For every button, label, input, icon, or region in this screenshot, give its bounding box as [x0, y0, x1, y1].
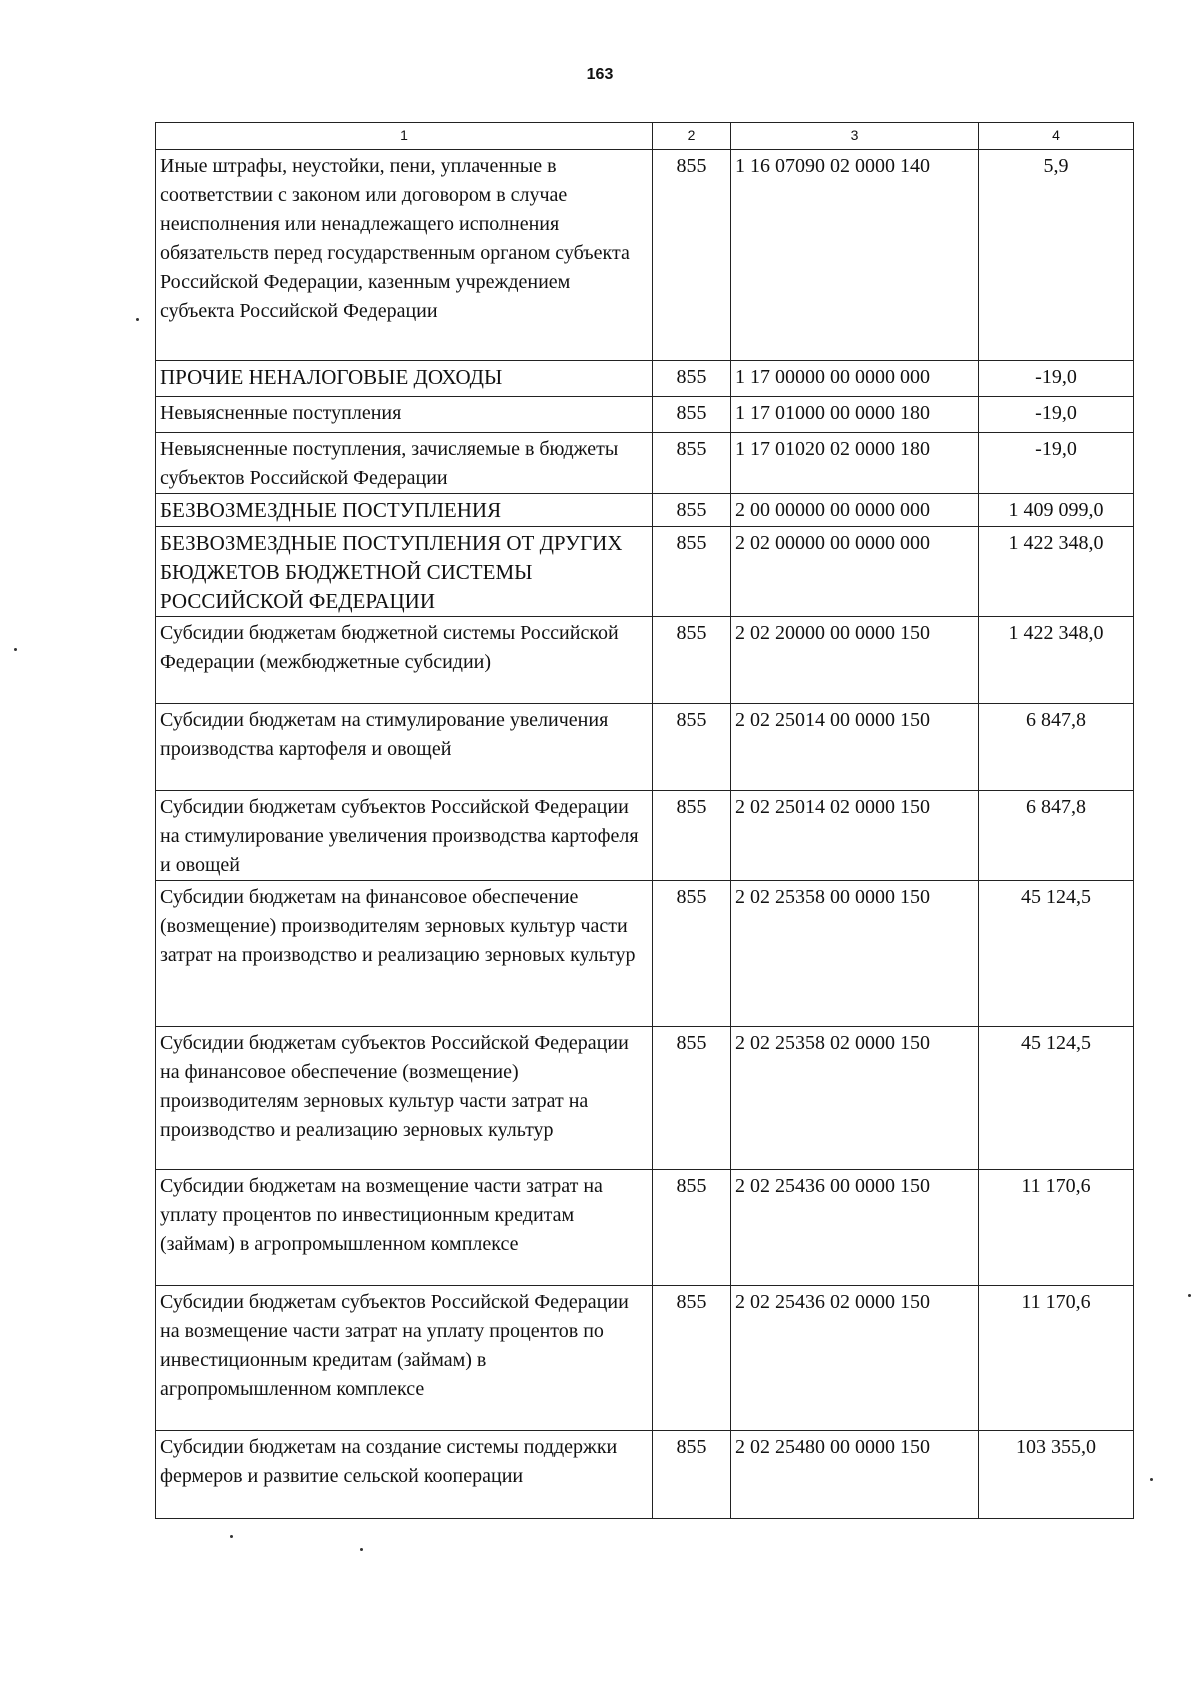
row-admin-code: 855 [653, 361, 731, 397]
row-description: Субсидии бюджетам субъектов Российской Федерации на финансовое обеспечение (возмещение) производителям зерновых культур части затрат на производство и реализацию зерновых культур [156, 1027, 653, 1170]
row-admin-code: 855 [653, 704, 731, 791]
row-amount: -19,0 [979, 397, 1134, 433]
row-amount: 45 124,5 [979, 1027, 1134, 1170]
table-row [156, 527, 1134, 617]
page-number: 163 [586, 66, 614, 83]
row-budget-code: 2 02 25436 00 0000 150 [731, 1170, 979, 1286]
row-amount: 1 422 348,0 [979, 527, 1134, 617]
row-admin-code: 855 [653, 1170, 731, 1286]
row-amount: -19,0 [979, 361, 1134, 397]
table-header-row [156, 123, 1134, 150]
row-description: Субсидии бюджетам на возмещение части затрат на уплату процентов по инвестиционным кредитам (займам) в агропромышленном комплексе [156, 1170, 653, 1286]
scan-speck [1150, 1478, 1153, 1481]
row-amount: 5,9 [979, 150, 1134, 361]
table-row [156, 1027, 1134, 1170]
row-amount: 11 170,6 [979, 1170, 1134, 1286]
row-amount: 1 409 099,0 [979, 494, 1134, 527]
scan-speck [14, 648, 17, 651]
row-budget-code: 2 02 00000 00 0000 000 [731, 527, 979, 617]
row-budget-code: 2 02 25358 00 0000 150 [731, 881, 979, 1027]
scan-speck [360, 1548, 363, 1551]
row-description: Иные штрафы, неустойки, пени, уплаченные в соответствии с законом или договором в случае неисполнения или ненадлежащего исполнения обязательств перед государственным органом субъекта Российской Федерации, казенным учреждением субъекта Российской Федерации [156, 150, 653, 361]
table-row [156, 881, 1134, 1027]
row-admin-code: 855 [653, 433, 731, 494]
row-description: Субсидии бюджетам субъектов Российской Федерации на возмещение части затрат на уплату процентов по инвестиционным кредитам (займам) в агропромышленном комплексе [156, 1286, 653, 1431]
row-budget-code: 2 02 25480 00 0000 150 [731, 1431, 979, 1519]
row-amount: -19,0 [979, 433, 1134, 494]
table-row [156, 361, 1134, 397]
row-budget-code: 1 16 07090 02 0000 140 [731, 150, 979, 361]
row-budget-code: 2 02 25014 00 0000 150 [731, 704, 979, 791]
row-budget-code: 2 02 20000 00 0000 150 [731, 617, 979, 704]
row-admin-code: 855 [653, 494, 731, 527]
row-description: Невыясненные поступления, зачисляемые в бюджеты субъектов Российской Федерации [156, 433, 653, 494]
row-admin-code: 855 [653, 1027, 731, 1170]
row-budget-code: 1 17 01000 00 0000 180 [731, 397, 979, 433]
row-admin-code: 855 [653, 1431, 731, 1519]
row-description: БЕЗВОЗМЕЗДНЫЕ ПОСТУПЛЕНИЯ ОТ ДРУГИХ БЮДЖЕТОВ БЮДЖЕТНОЙ СИСТЕМЫ РОССИЙСКОЙ ФЕДЕРАЦИИ [156, 527, 653, 617]
row-amount: 11 170,6 [979, 1286, 1134, 1431]
table-row [156, 704, 1134, 791]
scan-speck [1188, 1294, 1191, 1297]
row-description: Субсидии бюджетам на финансовое обеспечение (возмещение) производителям зерновых культур части затрат на производство и реализацию зерновых культур [156, 881, 653, 1027]
row-amount: 103 355,0 [979, 1431, 1134, 1519]
row-budget-code: 2 02 25358 02 0000 150 [731, 1027, 979, 1170]
column-header-1: 1 [156, 123, 653, 150]
scan-speck [136, 318, 139, 321]
table-row [156, 397, 1134, 433]
table-row [156, 150, 1134, 361]
table-row [156, 433, 1134, 494]
row-admin-code: 855 [653, 150, 731, 361]
row-amount: 45 124,5 [979, 881, 1134, 1027]
row-budget-code: 2 02 25436 02 0000 150 [731, 1286, 979, 1431]
row-budget-code: 2 02 25014 02 0000 150 [731, 791, 979, 881]
row-description: Невыясненные поступления [156, 397, 653, 433]
column-header-4: 4 [979, 123, 1134, 150]
table-row [156, 1431, 1134, 1519]
row-description: Субсидии бюджетам на стимулирование увеличения производства картофеля и овощей [156, 704, 653, 791]
table-row [156, 1170, 1134, 1286]
row-admin-code: 855 [653, 1286, 731, 1431]
row-admin-code: 855 [653, 791, 731, 881]
row-description: Субсидии бюджетам бюджетной системы Российской Федерации (межбюджетные субсидии) [156, 617, 653, 704]
row-amount: 6 847,8 [979, 791, 1134, 881]
row-description: БЕЗВОЗМЕЗДНЫЕ ПОСТУПЛЕНИЯ [156, 494, 653, 527]
row-admin-code: 855 [653, 527, 731, 617]
table-row [156, 791, 1134, 881]
column-header-2: 2 [653, 123, 731, 150]
table-row [156, 494, 1134, 527]
row-budget-code: 1 17 00000 00 0000 000 [731, 361, 979, 397]
scan-speck [230, 1535, 233, 1538]
row-amount: 6 847,8 [979, 704, 1134, 791]
row-description: Субсидии бюджетам субъектов Российской Федерации на стимулирование увеличения производства картофеля и овощей [156, 791, 653, 881]
row-description: Субсидии бюджетам на создание системы поддержки фермеров и развитие сельской кооперации [156, 1431, 653, 1519]
row-admin-code: 855 [653, 881, 731, 1027]
table-row [156, 1286, 1134, 1431]
row-admin-code: 855 [653, 397, 731, 433]
row-budget-code: 2 00 00000 00 0000 000 [731, 494, 979, 527]
row-admin-code: 855 [653, 617, 731, 704]
row-amount: 1 422 348,0 [979, 617, 1134, 704]
revenue-table [155, 122, 1134, 1519]
row-description: ПРОЧИЕ НЕНАЛОГОВЫЕ ДОХОДЫ [156, 361, 653, 397]
column-header-3: 3 [731, 123, 979, 150]
row-budget-code: 1 17 01020 02 0000 180 [731, 433, 979, 494]
table-row [156, 617, 1134, 704]
